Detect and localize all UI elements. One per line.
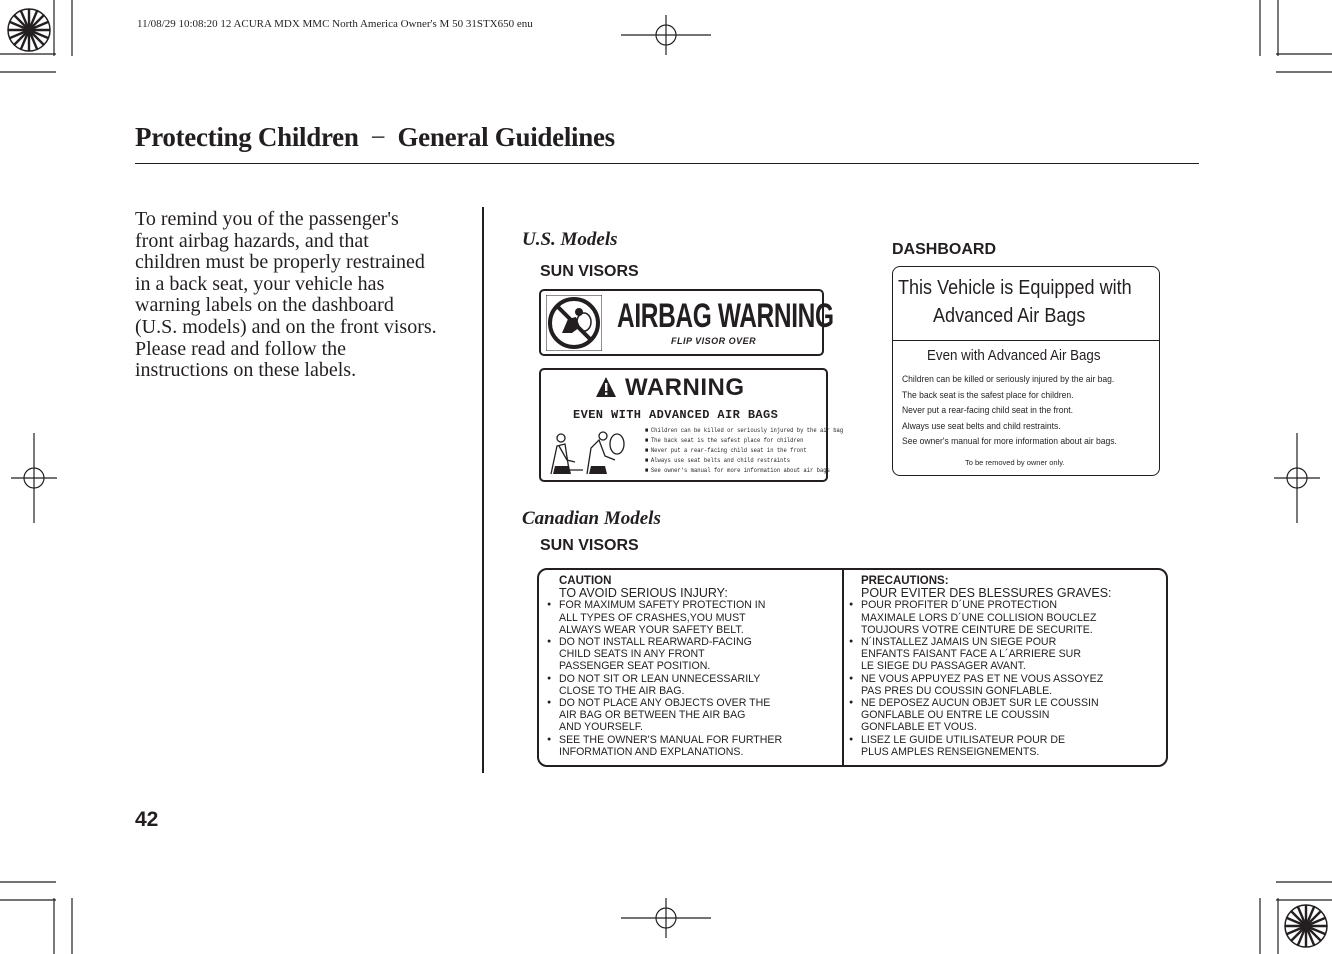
airbag-warning-text: AIRBAG WARNING: [617, 297, 834, 335]
list-item: ■ See owner's manual for more information about air bags: [645, 466, 843, 476]
warning-heading: [595, 374, 745, 402]
caution-subheading: TO AVOID SERIOUS INJURY:: [559, 586, 728, 601]
title-rule: [135, 163, 1199, 164]
list-item: See owner's manual for more information about air bags.: [902, 436, 1117, 447]
page-title: [135, 122, 615, 153]
list-item: ■ Never put a rear-facing child seat in the front: [645, 446, 843, 456]
starburst-mark-bottom-right: [1284, 904, 1328, 948]
canadian-sun-visors-label: SUN VISORS: [540, 537, 639, 554]
list-item: ● POUR PROFITER D´UNE PROTECTION MAXIMALE LORS D´UNE COLLISION BOUCLEZ TOUJOURS VOTRE CEINTURE DE SECURITE.: [849, 599, 1112, 636]
canadian-english-column: [547, 575, 782, 758]
dashboard-sticker: [892, 266, 1160, 476]
airbag-warning-sticker: [539, 289, 834, 356]
list-item: ● NE VOUS APPUYEZ PAS ET NE VOUS ASSOYEZ PAS PRES DU COUSSIN GONFLABLE.: [849, 673, 1112, 697]
dashboard-items-list: [902, 372, 1133, 450]
list-item: ● SEE THE OWNER'S MANUAL FOR FURTHER INFORMATION AND EXPLANATIONS.: [547, 734, 782, 758]
registration-mark-bottom: [621, 898, 711, 938]
list-item: Children can be killed or seriously injured by the air bag.: [902, 374, 1115, 384]
precautions-subheading: POUR EVITER DES BLESSURES GRAVES:: [861, 586, 1112, 601]
list-item: ■ The back seat is the safest place for children: [645, 436, 843, 446]
list-item: Always use seat belts and child restraints.: [902, 420, 1061, 431]
body-paragraph: To remind you of the passenger's front airbag hazards, and that children must be properly restrained in a back seat, your vehicle has warning labels on the dashboard (U.S. models) and on the front visors. Please read and follow the instructions on these labels.: [135, 208, 437, 382]
child-seat-airbag-illustration: [547, 426, 625, 478]
title-main: Protecting Children: [135, 122, 359, 152]
dashboard-line-1: This Vehicle is Equipped with: [898, 276, 1132, 299]
list-item: ● FOR MAXIMUM SAFETY PROTECTION IN ALL TYPES OF CRASHES,YOU MUST ALWAYS WEAR YOUR SAFETY BELT.: [547, 599, 782, 636]
print-slug: 11/08/29 10:08:20 12 ACURA MDX MMC North America Owner's M 50 31STX650 enu: [137, 18, 533, 30]
page-number: 42: [135, 808, 159, 831]
dashboard-footer: To be removed by owner only.: [965, 458, 1065, 467]
warning-heading-text: WARNING: [625, 374, 745, 401]
dashboard-line-2: Advanced Air Bags: [933, 304, 1086, 327]
warning-items-list: [645, 426, 878, 476]
list-item: ● DO NOT PLACE ANY OBJECTS OVER THE AIR BAG OR BETWEEN THE AIR BAG AND YOURSELF.: [547, 697, 782, 734]
dashboard-sticker-header: [893, 267, 1159, 341]
registration-mark-left: [11, 433, 57, 523]
us-models-heading: U.S. Models: [522, 229, 618, 250]
list-item: ● DO NOT SIT OR LEAN UNNECESSARILY CLOSE TO THE AIR BAG.: [547, 673, 782, 697]
list-item: ● NE DEPOSEZ AUCUN OBJET SUR LE COUSSIN GONFLABLE OU ENTRE LE COUSSIN GONFLABLE ET VOUS.: [849, 697, 1112, 734]
list-item: The back seat is the safest place for children.: [902, 389, 1074, 400]
dashboard-line-3: Even with Advanced Air Bags: [927, 348, 1101, 364]
list-item: ■ Children can be killed or seriously injured by the air bag: [645, 426, 843, 436]
dashboard-label: DASHBOARD: [892, 241, 996, 258]
canadian-sticker-divider: [842, 570, 844, 765]
canadian-french-column: [849, 575, 1112, 758]
warning-sticker: [539, 368, 844, 482]
list-item: Never put a rear-facing child seat in the front.: [902, 405, 1073, 416]
registration-mark-right: [1274, 433, 1320, 523]
us-sun-visors-label: SUN VISORS: [540, 263, 639, 280]
canadian-sticker: [537, 568, 1168, 767]
column-divider: [482, 207, 484, 773]
no-child-seat-icon: [546, 295, 602, 351]
list-item: ● N´INSTALLEZ JAMAIS UN SIEGE POUR ENFANTS FAISANT FACE A L´ARRIERE SUR LE SIEGE DU PASSAGER AVANT.: [849, 636, 1112, 673]
title-separator: −: [370, 122, 386, 152]
flip-visor-text: FLIP VISOR OVER: [671, 336, 757, 346]
precautions-heading: PRECAUTIONS:: [861, 575, 949, 587]
canadian-models-heading: Canadian Models: [522, 508, 661, 529]
list-item: ● LISEZ LE GUIDE UTILISATEUR POUR DE PLUS AMPLES RENSEIGNEMENTS.: [849, 734, 1112, 758]
caution-heading: CAUTION: [559, 575, 612, 587]
title-sub: General Guidelines: [397, 122, 615, 152]
warning-subheading: EVEN WITH ADVANCED AIR BAGS: [573, 408, 779, 422]
list-item: ■ Always use seat belts and child restraints: [645, 456, 843, 466]
list-item: ● DO NOT INSTALL REARWARD-FACING CHILD SEATS IN ANY FRONT PASSENGER SEAT POSITION.: [547, 636, 782, 673]
registration-mark-top: [621, 15, 711, 55]
starburst-mark-top-left: [7, 8, 51, 52]
